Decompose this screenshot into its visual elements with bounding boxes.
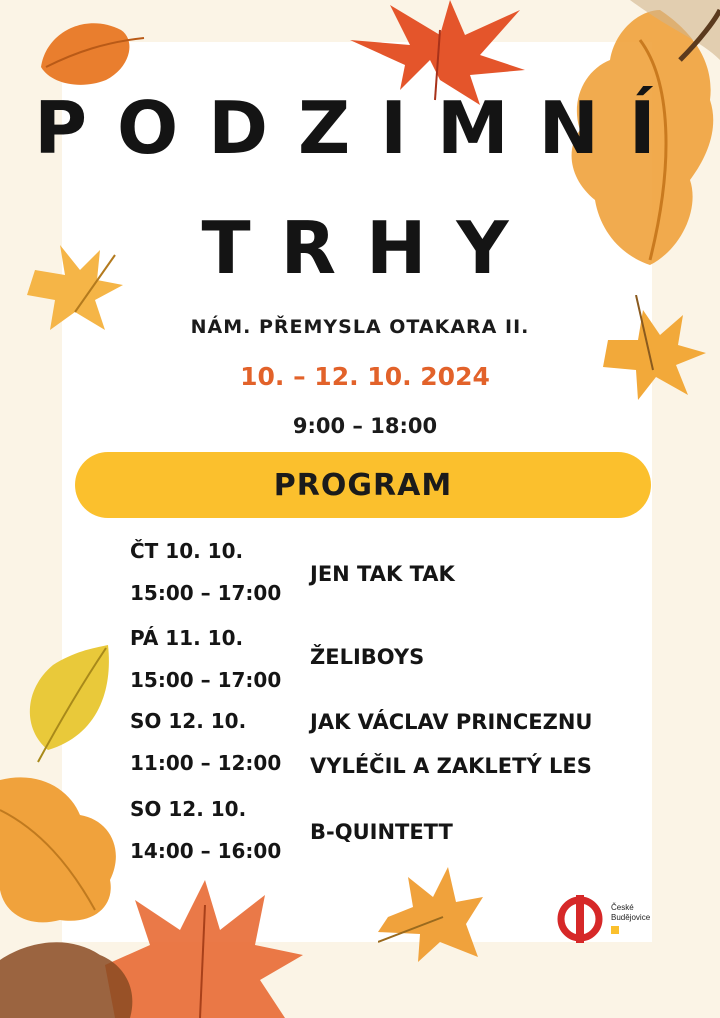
maple-leaf-bottom-right-icon bbox=[378, 862, 488, 972]
program-act-line-2: VYLÉČIL A ZAKLETÝ LES bbox=[310, 754, 592, 778]
program-row bbox=[130, 617, 650, 707]
opening-hours: 9:00 – 18:00 bbox=[292, 414, 438, 438]
program-header bbox=[75, 452, 651, 518]
program-day: SO 12. 10. bbox=[130, 709, 247, 733]
program-act: JEN TAK TAK bbox=[310, 562, 455, 586]
program-day: PÁ 11. 10. bbox=[130, 626, 244, 650]
program-when bbox=[130, 700, 281, 784]
program-label: PROGRAM bbox=[273, 467, 453, 503]
program-time: 11:00 – 12:00 bbox=[130, 751, 282, 775]
oak-leaf-bottom-dark-icon bbox=[0, 930, 140, 1018]
birch-leaf-yellow-icon bbox=[18, 640, 118, 765]
program-time: 15:00 – 17:00 bbox=[130, 581, 282, 605]
program-when bbox=[130, 530, 281, 614]
city-logo-line-2: Budějovice bbox=[611, 913, 651, 922]
event-dates: 10. – 12. 10. 2024 bbox=[240, 362, 490, 391]
program-act-line-1: JAK VÁCLAV PRINCEZNU bbox=[310, 710, 593, 734]
logo-square bbox=[611, 926, 619, 934]
program-day: ČT 10. 10. bbox=[130, 539, 244, 563]
program-day: SO 12. 10. bbox=[130, 797, 247, 821]
program-row bbox=[130, 530, 650, 620]
city-logo-line-1: České bbox=[611, 903, 634, 912]
program-time: 14:00 – 16:00 bbox=[130, 839, 282, 863]
title-line-2: TRHY bbox=[201, 206, 539, 290]
program-row bbox=[130, 700, 650, 790]
city-logo-icon bbox=[556, 893, 608, 945]
program-row bbox=[130, 788, 650, 878]
venue: NÁM. PŘEMYSLA OTAKARA II. bbox=[190, 316, 530, 338]
birch-leaf-top-left-icon bbox=[36, 12, 146, 87]
program-when bbox=[130, 617, 281, 701]
program-act bbox=[310, 700, 592, 788]
program-when bbox=[130, 788, 281, 872]
program-act: B-QUINTETT bbox=[310, 820, 453, 844]
program-time: 15:00 – 17:00 bbox=[130, 668, 282, 692]
city-logo-text bbox=[611, 903, 650, 934]
program-act: ŽELIBOYS bbox=[310, 645, 425, 669]
title-line-1: PODZIMNÍ bbox=[34, 86, 686, 170]
